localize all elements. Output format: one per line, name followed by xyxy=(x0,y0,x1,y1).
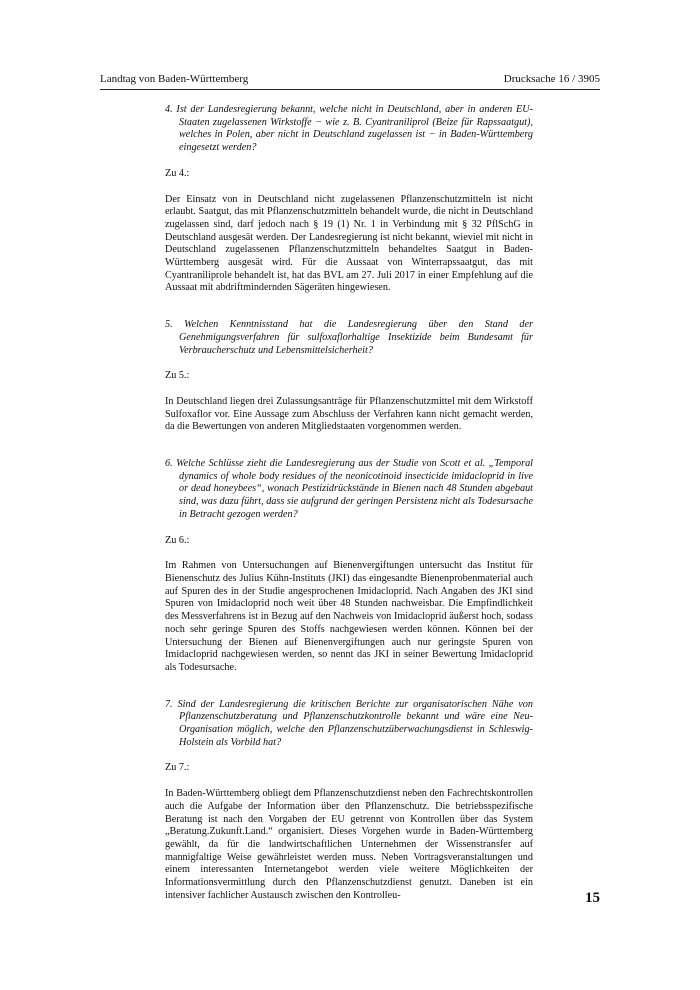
question-7: 7. Sind der Landesregierung die kritischen Berichte zur organisatorischen Nähe von Pflanzenschutzberatung und Pflanzenschutzkontrolle bekannt und wäre eine Neu-Organisation möglich, welche den Pflanzenschutzüberwachungsdienst in Schleswig-Holstein als Vorbild hat? xyxy=(165,698,533,748)
answer-heading-5: Zu 5.: xyxy=(165,370,190,382)
answer-5: In Deutschland liegen drei Zulassungsanträge für Pflanzenschutzmittel mit dem Wirkstoff Sulfoxaflor vor. Eine Aussage zum Abschluss der Verfahren kann nicht gemacht werden, da die Bewertungen von anderen Mitgliedstaaten vorgenommen werden. xyxy=(165,395,533,433)
answer-7: In Baden-Württemberg obliegt dem Pflanzenschutzdienst neben den Fachrechtskontrollen auch die Aufgabe der Information über den Pflanzenschutz. Die betriebsspezifische Beratung ist nach den Vorgaben der EU getrennt von Kontrollen über das System „Beratung.Zukunft.Land.“ organisiert. Dieses Vorgehen wurde in Baden-Württemberg gewählt, da für die landwirtschaftlichen Unternehmen der Wissenstransfer auf mannigfaltige Weise gewährleistet werden muss. Neben Vortragsveranstaltungen und einem interessanten Internetangebot werden viele weitere Möglichkeiten der Informationsvermittlung durch den Pflanzenschutzdienst genutzt. Daneben ist ein intensiver fachlicher Austausch zwischen den Kontrolleu- xyxy=(165,788,533,901)
question-6: 6. Welche Schlüsse zieht die Landesregierung aus der Studie von Scott et al. „Temporal dynamics of whole body residues of the neonicotinoid insecticide imidacloprid in live or dead honeybees“, wonach Pestizidrückstände in Bienen nach 48 Stunden abgebaut sind, was dazu führt, dass sie aufgrund der geringen Persistenz nicht als Todesursache in Betracht gezogen werden? xyxy=(165,458,533,520)
header-institution: Landtag von Baden-Württemberg xyxy=(100,73,249,85)
answer-heading-4: Zu 4.: xyxy=(165,167,190,179)
answer-heading-7: Zu 7.: xyxy=(165,762,190,774)
question-5: 5. Welchen Kenntnisstand hat die Landesregierung über den Stand der Genehmigungsverfahren für sulfoxaflorhaltige Insektizide beim Bundesamt für Verbraucherschutz und Lebensmittelsicherheit? xyxy=(165,319,533,356)
header-document-number: Drucksache 16 / 3905 xyxy=(503,73,600,85)
document-body xyxy=(165,104,533,926)
answer-heading-6: Zu 6.: xyxy=(165,534,190,546)
answer-4: Der Einsatz von in Deutschland nicht zugelassenen Pflanzenschutzmitteln ist nicht erlaubt. Saatgut, das mit Pflanzenschutzmitteln behandelt wurde, die nicht in Deutschland zugelassen sind, darf jedoch nach § 19 (1) Nr. 1 in Verbindung mit § 32 PflSchG in Deutschland ausgesät werden. Der Landesregierung ist nicht bekannt, wieviel mit nicht in Deutschland zugelassenen Pflanzenschutzmitteln behandeltes Saatgut in Baden-Württemberg ausgesät wird. Für die Aussaat von Winterrapssaatgut, das mit Cyantraniliprole behandelt ist, hat das BVL am 27. Juli 2017 in einer Empfehlung auf die Aussaat mit abdriftmindernden Sägeräten hingewiesen. xyxy=(165,193,533,294)
header-rule xyxy=(100,89,600,90)
answer-6: Im Rahmen von Untersuchungen auf Bienenvergiftungen untersucht das Institut für Bienenschutz des Julius Kühn-Instituts (JKI) das eingesandte Bienenprobenmaterial auch auf Spuren des in der Studie angesprochenen Imidacloprid. Nach Angaben des JKI sind Spuren von Imidacloprid noch weit über 48 Stunden nachweisbar. Die Empfindlichkeit des Messverfahrens ist in Bezug auf den Nachweis von Imidacloprid äußerst hoch, sodass noch sehr geringe Spuren des Stoffs nachgewiesen werden können. Können bei der Untersuchung der Bienen auf Bienenvergiftungen auch nur geringste Spuren von Imidacloprid nachgewiesen werden, so nennt das JKI in seiner Bewertung Imidacloprid als Todesursache. xyxy=(165,560,533,673)
page-number: 15 xyxy=(585,890,600,906)
question-4: 4. Ist der Landesregierung bekannt, welche nicht in Deutschland, aber in anderen EU-Staaten zugelassenen Wirkstoffe − wie z. B. Cyantraniliprol (Beize für Rapssaatgut), welches in Polen, aber nicht in Deutschland zugelassen ist − in Baden-Württemberg eingesetzt werden? xyxy=(165,104,533,154)
